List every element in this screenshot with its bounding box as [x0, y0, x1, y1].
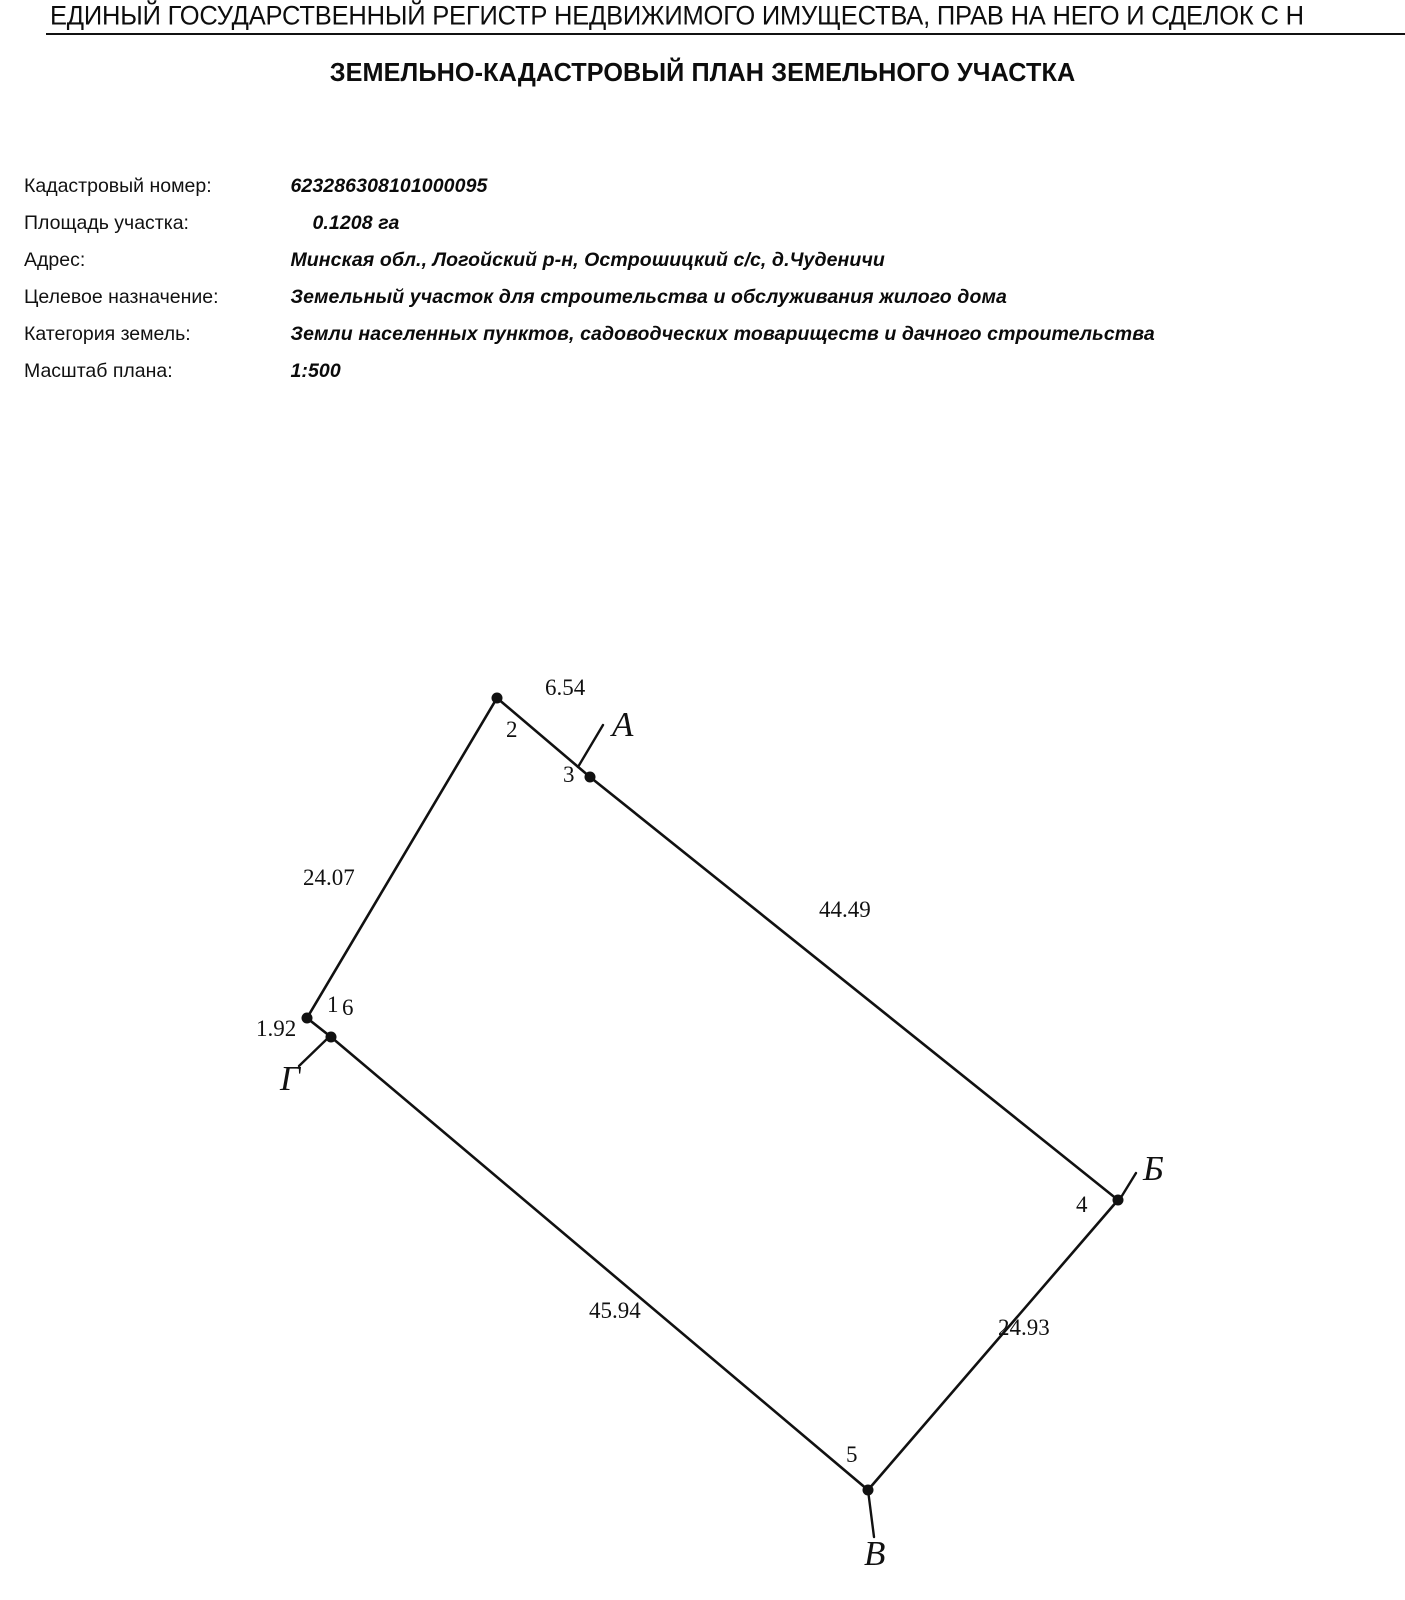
- vertex-number-3: 3: [563, 762, 575, 787]
- metadata-row-area: [24, 205, 1364, 242]
- vertex-number-1: 1: [327, 992, 339, 1017]
- corner-letter-Г: Г: [280, 1059, 300, 1098]
- metadata-label: Кадастровый номер:: [24, 175, 212, 197]
- vertex-number-6: 6: [342, 995, 354, 1020]
- metadata-value: Минская обл., Логойский р-н, Острошицкий с/с, д.Чуденичи: [290, 249, 885, 271]
- parcel-boundary-polygon: [307, 698, 1118, 1490]
- metadata-value: Земельный участок для строительства и обслуживания жилого дома: [290, 286, 1007, 308]
- vertex-number-5: 5: [846, 1442, 858, 1467]
- edge-length-labels: [256, 675, 1050, 1340]
- vertex-dot-3: [585, 772, 596, 783]
- parcel-plan-drawing: [0, 600, 1405, 1600]
- vertex-markers: [302, 693, 1124, 1496]
- edge-length-6-1: 1.92: [256, 1016, 297, 1041]
- corner-leader-Б: [1120, 1173, 1136, 1199]
- edge-length-1-2: 24.07: [303, 865, 355, 890]
- corner-leader-А: [578, 725, 603, 767]
- metadata-row-scale: [24, 353, 1364, 390]
- corner-letter-labels: [279, 705, 1164, 1573]
- vertex-dot-4: [1113, 1195, 1124, 1206]
- metadata-label: Масштаб плана:: [24, 360, 173, 382]
- document-header: [0, 0, 1405, 40]
- edge-length-2-3: 6.54: [545, 675, 586, 700]
- corner-leader-lines: [299, 725, 1136, 1537]
- metadata-value: Земли населенных пунктов, садоводческих товариществ и дачного строительства: [290, 323, 1155, 345]
- corner-leader-В: [868, 1490, 874, 1537]
- corner-letter-Б: Б: [1143, 1149, 1164, 1188]
- parcel-metadata: [24, 168, 1364, 390]
- vertex-number-2: 2: [506, 717, 518, 742]
- metadata-row-cadastral-number: [24, 168, 1364, 205]
- edge-length-5-6: 45.94: [589, 1298, 641, 1323]
- metadata-label: Категория земель:: [24, 323, 191, 345]
- metadata-row-address: [24, 242, 1364, 279]
- header-underline: [46, 33, 1405, 35]
- edge-length-3-4: 44.49: [819, 897, 871, 922]
- metadata-value: 623286308101000095: [290, 175, 488, 197]
- registry-title: ЕДИНЫЙ ГОСУДАРСТВЕННЫЙ РЕГИСТР НЕДВИЖИМОГО ИМУЩЕСТВА, ПРАВ НА НЕГО И СДЕЛОК С Н: [50, 1, 1304, 31]
- metadata-label: Целевое назначение:: [24, 286, 219, 308]
- metadata-value: 1:500: [290, 360, 341, 382]
- vertex-dot-2: [492, 693, 503, 704]
- metadata-row-land-category: [24, 316, 1364, 353]
- corner-leader-Г: [299, 1037, 329, 1066]
- vertex-dot-5: [863, 1485, 874, 1496]
- corner-letter-В: В: [864, 1534, 886, 1573]
- vertex-dot-6: [326, 1032, 337, 1043]
- edge-length-4-5: 24.93: [998, 1315, 1050, 1340]
- page-title: ЗЕМЕЛЬНО-КАДАСТРОВЫЙ ПЛАН ЗЕМЕЛЬНОГО УЧАСТКА: [329, 57, 1076, 87]
- metadata-row-purpose: [24, 279, 1364, 316]
- vertex-dot-1: [302, 1013, 313, 1024]
- metadata-value: 0.1208 га: [312, 212, 400, 234]
- parcel-boundary-svg: [0, 600, 1405, 1600]
- corner-letter-А: А: [612, 705, 634, 744]
- metadata-label: Площадь участка:: [24, 212, 189, 234]
- metadata-label: Адрес:: [24, 249, 86, 271]
- vertex-number-4: 4: [1076, 1192, 1088, 1217]
